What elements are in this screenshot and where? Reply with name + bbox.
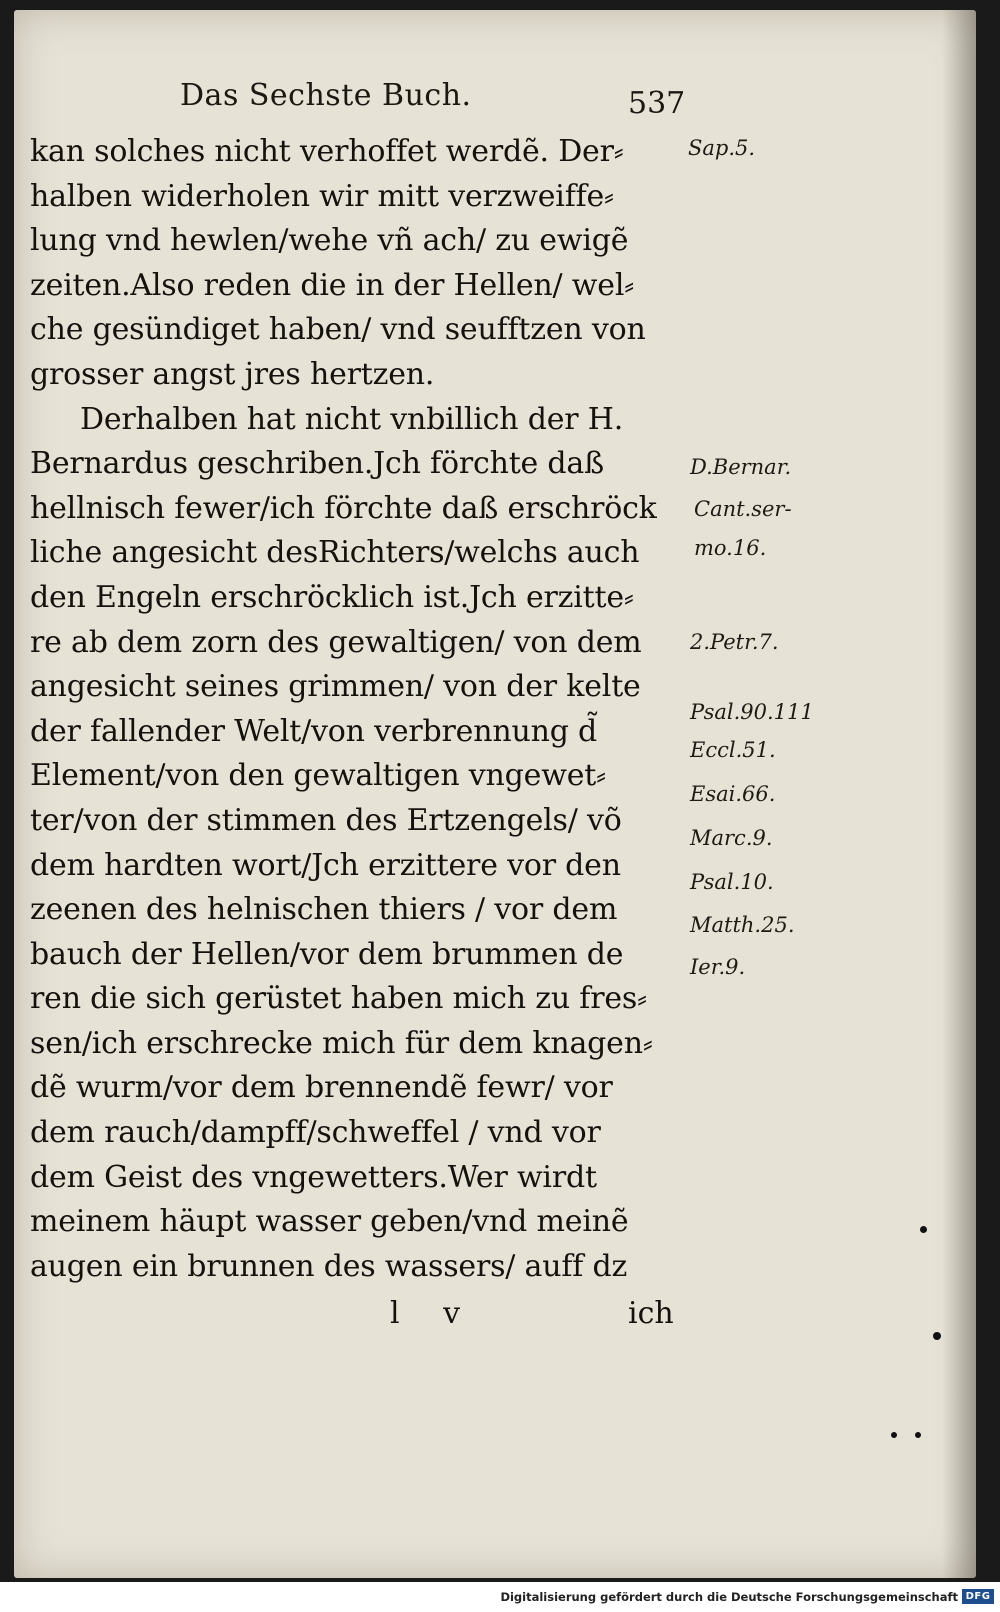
- text-line: grosser angst jres hertzen.: [30, 356, 435, 392]
- page-number: 537: [628, 86, 686, 121]
- text-line: bauch der Hellen/vor dem brummen de: [30, 936, 624, 972]
- margin-note: Eccl.51.: [690, 738, 776, 762]
- footer-credit: Digitalisierung gefördert durch die Deutsche Forschungsgemeinschaft: [500, 1590, 958, 1604]
- running-head: Das Sechste Buch.: [180, 78, 472, 113]
- catchword: ich: [628, 1296, 674, 1331]
- text-line: der fallender Welt/von verbrennung d̃: [30, 713, 598, 749]
- text-line: zeenen des helnischen thiers / vor dem: [30, 892, 618, 928]
- margin-note: Ier.9.: [690, 955, 746, 979]
- margin-note: Sap.5.: [688, 136, 756, 160]
- text-line: ter/von der stimmen des Ertzengels/ võ: [30, 802, 622, 838]
- text-line: dem hardten wort/Jch erzittere vor den: [30, 847, 621, 883]
- page-edge-shadow: [942, 10, 976, 1578]
- text-line: Element/von den gewaltigen vngewet⸗: [30, 758, 606, 794]
- text-line: halben widerholen wir mitt verzweiffe⸗: [30, 178, 614, 214]
- text-line: Bernardus geschriben.Jch förchte daß: [30, 446, 604, 482]
- body-text: [30, 130, 690, 1289]
- text-line: dem rauch/dampff/schweffel / vnd vor: [30, 1115, 601, 1151]
- margin-note: Psal.90.111: [690, 700, 814, 724]
- ink-speck: [891, 1432, 897, 1438]
- text-line: zeiten.Also reden die in der Hellen/ wel⸗: [30, 267, 635, 303]
- text-line: sen/ich erschrecke mich für dem knagen⸗: [30, 1025, 653, 1061]
- digitization-footer: [0, 1582, 1000, 1612]
- margin-note: Matth.25.: [690, 913, 795, 937]
- text-line: re ab dem zorn des gewaltigen/ von dem: [30, 624, 642, 660]
- signature-mark: l v: [390, 1296, 461, 1331]
- text-line: Derhalben hat nicht vnbillich der H.: [80, 401, 624, 437]
- margin-note: Marc.9.: [690, 826, 773, 850]
- text-line: augen ein brunnen des wassers/ auff dz: [30, 1248, 628, 1284]
- dfg-logo-icon: DFG: [962, 1589, 994, 1604]
- text-line: angesicht seines grimmen/ von der kelte: [30, 669, 641, 705]
- text-line: lung vnd hewlen/wehe vñ ach/ zu ewigẽ: [30, 223, 629, 259]
- margin-note: mo.16.: [694, 536, 767, 560]
- text-line: hellnisch fewer/ich förchte daß erschröck: [30, 490, 657, 526]
- text-line: che gesündiget haben/ vnd seufftzen von: [30, 312, 646, 348]
- margin-note: D.Bernar.: [690, 455, 792, 479]
- margin-note: Cant.ser-: [694, 497, 792, 521]
- ink-speck: [915, 1432, 921, 1438]
- ink-speck: [920, 1226, 927, 1233]
- text-line: dem Geist des vngewetters.Wer wirdt: [30, 1159, 597, 1195]
- text-line: liche angesicht desRichters/welchs auch: [30, 535, 640, 571]
- text-line: den Engeln erschröcklich ist.Jch erzitte⸗: [30, 579, 634, 615]
- text-line: kan solches nicht verhoffet werdẽ. Der⸗: [30, 134, 624, 169]
- text-line: meinem häupt wasser geben/vnd meinẽ: [30, 1204, 629, 1240]
- text-line: dẽ wurm/vor dem brennendẽ fewr/ vor: [30, 1070, 613, 1106]
- margin-note: Psal.10.: [690, 870, 774, 894]
- text-line: ren die sich gerüstet haben mich zu fres⸗: [30, 981, 647, 1017]
- margin-note: 2.Petr.7.: [690, 630, 779, 654]
- ink-speck: [933, 1332, 941, 1340]
- margin-note: Esai.66.: [690, 782, 776, 806]
